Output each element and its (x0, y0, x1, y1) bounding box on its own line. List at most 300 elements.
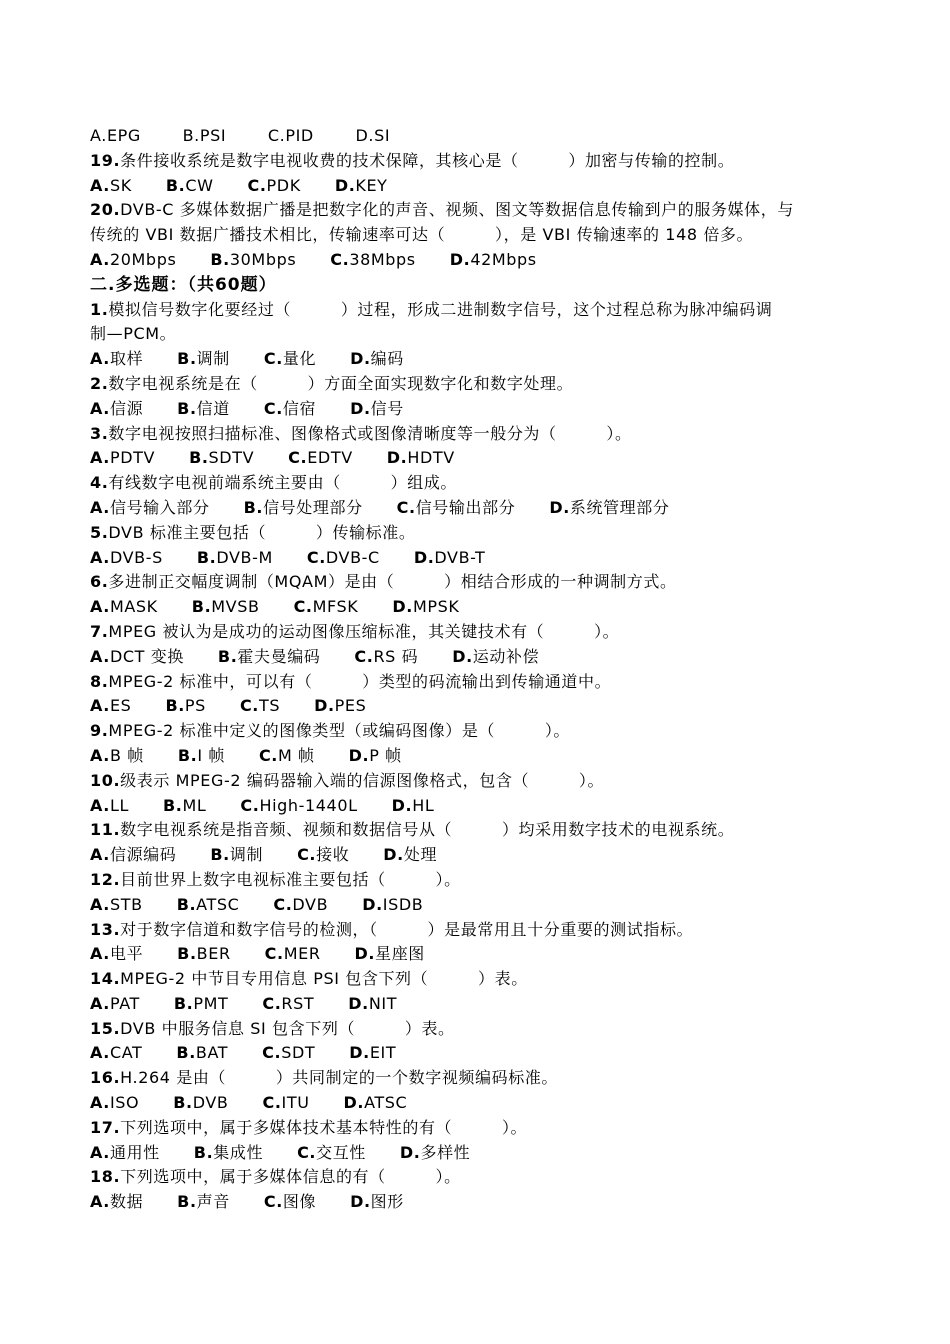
option-letter: B. (193, 1142, 214, 1162)
option (90, 744, 144, 769)
question-text: 下列选项中，属于多媒体技术基本特性的有（ ）。 (120, 1117, 528, 1137)
option-letter: D. (350, 1192, 371, 1212)
option (344, 1091, 408, 1116)
option-text: 30Mbps (229, 249, 297, 269)
option-text: 信号 (370, 398, 404, 418)
question-text: 条件接收系统是数字电视收费的技术保障，其核心是（ ）加密与传输的控制。 (120, 150, 735, 170)
option (297, 843, 349, 868)
option (90, 347, 143, 372)
option (397, 496, 516, 521)
option-letter: D. (399, 1142, 421, 1162)
question-number: 6. (90, 572, 109, 592)
option (163, 794, 206, 819)
question-line (90, 719, 870, 744)
option-text: HDTV (407, 448, 455, 468)
option (90, 248, 176, 273)
option (297, 1141, 366, 1166)
option-letter: A. (90, 1192, 110, 1212)
option-text: 处理 (403, 845, 438, 865)
option (262, 1041, 315, 1066)
option-text: 交互性 (316, 1142, 366, 1162)
option-letter: C. (354, 646, 374, 666)
options-line (90, 893, 870, 918)
option (330, 248, 415, 273)
option (450, 248, 537, 273)
option (265, 942, 321, 967)
option (354, 645, 418, 670)
option-letter: D. (349, 1043, 370, 1063)
question-text: MPEG 被认为是成功的运动图像压缩标准，其关键技术有（ ）。 (108, 621, 620, 641)
question-line (90, 570, 870, 595)
option-letter: B. (173, 993, 194, 1013)
question-number: 13. (90, 919, 121, 939)
option-text: DVB (292, 894, 329, 914)
option-text: RST (281, 993, 315, 1013)
option (240, 794, 357, 819)
option (210, 843, 263, 868)
question-number: 1. (90, 299, 109, 319)
options-line (90, 1041, 870, 1066)
option-letter: D. (383, 845, 404, 865)
question-text: DVB 标准主要包括（ ）传输标准。 (108, 522, 416, 542)
option (194, 1141, 263, 1166)
option-letter: C. (297, 845, 317, 865)
option-text: PDTV (109, 448, 156, 468)
option-letter: D. (334, 175, 356, 195)
options-line (90, 397, 870, 422)
option-letter: B. (165, 175, 186, 195)
question-text: 制—PCM。 (90, 324, 177, 344)
question-line (90, 967, 870, 992)
option-letter: C. (288, 448, 308, 468)
question-list (90, 124, 870, 1215)
option-letter: C. (293, 597, 313, 617)
option (288, 446, 353, 471)
option-letter: C. (263, 349, 283, 369)
option-text: 系统管理部分 (569, 497, 670, 517)
question-number: 18. (90, 1167, 121, 1187)
option-text: 图形 (370, 1192, 404, 1212)
option-letter: B. (196, 547, 217, 567)
option (90, 942, 143, 967)
options-line (90, 794, 870, 819)
option-letter: C. (273, 894, 293, 914)
option-letter: A. (90, 547, 110, 567)
option-text: ISDB (382, 894, 424, 914)
option-text: DVB-M (216, 547, 273, 567)
question-number: 14. (90, 969, 121, 989)
option-letter: C. (247, 175, 267, 195)
options-line (90, 744, 870, 769)
option (273, 893, 328, 918)
question-number: 8. (90, 671, 109, 691)
question-line (90, 1066, 870, 1091)
option (177, 347, 230, 372)
option-letter: C. (258, 745, 278, 765)
option-letter: D. (391, 795, 413, 815)
option-letter: A. (90, 646, 110, 666)
option-letter: C. (330, 249, 350, 269)
option-text: TS (258, 696, 281, 716)
option-letter: A. (90, 894, 110, 914)
option-letter: A. (90, 944, 110, 964)
option-text: DVB-S (109, 547, 163, 567)
option-letter: A. (90, 745, 110, 765)
option-text: MFSK (312, 597, 359, 617)
question-line (90, 521, 870, 546)
option-text: MPSK (412, 597, 460, 617)
option (307, 546, 380, 571)
option-text: 运动补偿 (472, 646, 540, 666)
option-text: 信源 (109, 398, 144, 418)
option (262, 992, 314, 1017)
option-letter: B. (191, 597, 212, 617)
option-text: EIT (369, 1043, 397, 1063)
option-letter: B. (176, 894, 197, 914)
option (414, 546, 486, 571)
options-line (90, 645, 870, 670)
option-letter: B. (165, 696, 185, 716)
option-letter: D. (314, 696, 335, 716)
option (210, 248, 296, 273)
options-line (90, 248, 870, 273)
option-letter: B. (173, 1093, 193, 1113)
option (348, 992, 397, 1017)
option (165, 694, 206, 719)
option-letter: B. (177, 944, 197, 964)
option (177, 1190, 230, 1215)
question-text: 下列选项中，属于多媒体信息的有（ ）。 (120, 1167, 461, 1187)
option-letter: B. (177, 398, 197, 418)
option-text: B 帧 (109, 745, 144, 765)
option (189, 446, 254, 471)
options-line (90, 446, 870, 471)
option-text: 信道 (196, 398, 230, 418)
question-text: 数字电视系统是指音频、视频和数据信号从（ ）均采用数字技术的电视系统。 (120, 820, 735, 840)
question-text: 对于数字信道和数字信号的检测，（ ）是最常用且十分重要的测试指标。 (120, 919, 694, 939)
option-letter: D. (386, 448, 408, 468)
option (90, 496, 210, 521)
option-letter: B. (176, 1043, 196, 1063)
option (264, 1190, 316, 1215)
question-number: 20. (90, 200, 121, 220)
option (383, 843, 437, 868)
option (173, 1091, 228, 1116)
option-letter: D. (452, 646, 473, 666)
option-text: BER (196, 944, 231, 964)
option-letter: A. (90, 1093, 110, 1113)
option (177, 397, 230, 422)
question-line (90, 1017, 870, 1042)
option (90, 1190, 143, 1215)
section-title: 二.多选题：（共60题） (90, 274, 277, 295)
question-line (90, 1165, 870, 1190)
option-text: EDTV (307, 448, 353, 468)
option-text: 调制 (229, 845, 264, 865)
option-letter: B. (163, 795, 183, 815)
option-text: M 帧 (277, 745, 315, 765)
option-text: DVB-T (434, 547, 486, 567)
question-text: 模拟信号数字化要经过（ ）过程，形成二进制数字信号，这个过程总称为脉冲编码调 (108, 299, 773, 319)
option (166, 174, 214, 199)
question-text: 级表示 MPEG-2 编码器输入端的信源图像格式，包含（ ）。 (120, 770, 605, 790)
option-text: PAT (109, 993, 140, 1013)
question-line (90, 620, 870, 645)
option-text: 信号处理部分 (263, 497, 363, 517)
option-letter: A. (90, 1043, 110, 1063)
question-text: DVB 中服务信息 SI 包含下列（ ）表。 (120, 1018, 455, 1038)
option (218, 645, 321, 670)
option-text: 20Mbps (109, 249, 177, 269)
option-letter: B. (243, 497, 264, 517)
option-text: SDT (281, 1043, 316, 1063)
option-text: 42Mbps (470, 249, 537, 269)
question-continuation (90, 322, 870, 347)
option (355, 942, 425, 967)
option-text: MASK (109, 597, 158, 617)
question-text: MPEG-2 中节目专用信息 PSI 包含下列（ ）表。 (120, 969, 528, 989)
option (248, 174, 301, 199)
option-text: 调制 (196, 349, 230, 369)
question-text: MPEG-2 标准中，可以有（ ）类型的码流输出到传输通道中。 (108, 671, 612, 691)
option-text: NIT (368, 993, 398, 1013)
option-text: 信宿 (282, 398, 317, 418)
option-text: 取样 (109, 349, 144, 369)
option-text: 接收 (316, 845, 350, 865)
option-letter: A. (90, 597, 110, 617)
question-number: 2. (90, 373, 109, 393)
options-line (90, 124, 870, 149)
option-text: High-1440L (259, 795, 358, 815)
question-line (90, 471, 870, 496)
option-letter: C. (297, 1142, 317, 1162)
question-text: 多进制正交幅度调制（MQAM）是由（ ）相结合形成的一种调制方式。 (108, 572, 677, 592)
options-line (90, 595, 870, 620)
option-letter: D. (392, 597, 413, 617)
option-letter: B. (217, 646, 238, 666)
option-text: 声音 (196, 1192, 230, 1212)
option-text: CAT (109, 1043, 143, 1063)
option (264, 347, 316, 372)
question-number: 19. (90, 150, 121, 170)
option-text: 信源编码 (109, 845, 177, 865)
option-text: 电平 (109, 944, 144, 964)
option (314, 694, 366, 719)
option-letter: A. (90, 448, 110, 468)
question-number: 7. (90, 621, 109, 641)
option-text: HL (412, 795, 435, 815)
question-number: 12. (90, 869, 121, 889)
option-text: 集成性 (213, 1142, 264, 1162)
option-text: DVB-C (325, 547, 380, 567)
option (392, 794, 435, 819)
option-letter: B. (177, 349, 197, 369)
option-text: STB (109, 894, 143, 914)
option (240, 694, 280, 719)
option-letter: C. (264, 944, 284, 964)
option-letter: D. (350, 349, 371, 369)
question-number: 15. (90, 1018, 121, 1038)
options-line (90, 546, 870, 571)
option-text: SK (109, 175, 132, 195)
option (178, 744, 225, 769)
option (90, 174, 132, 199)
options-line (90, 992, 870, 1017)
option-letter: D. (343, 1093, 365, 1113)
option-text: PMT (193, 993, 229, 1013)
option (90, 397, 143, 422)
option-text: 信号输入部分 (109, 497, 210, 517)
option-text: 38Mbps (349, 249, 416, 269)
option (244, 496, 363, 521)
question-text: DVB-C 多媒体数据广播是把数字化的声音、视频、图文等数据信息传输到户的服务媒体，与 (120, 200, 794, 220)
option (176, 1041, 228, 1066)
options-line (90, 843, 870, 868)
option-letter: A. (90, 845, 110, 865)
option (387, 446, 455, 471)
option (90, 1141, 160, 1166)
option (350, 397, 404, 422)
option-text: I 帧 (197, 745, 225, 765)
option-letter: D. (362, 894, 383, 914)
option-text: 数据 (109, 1192, 144, 1212)
option-text: 编码 (370, 349, 404, 369)
question-text: 数字电视系统是在（ ）方面全面实现数字化和数字处理。 (108, 373, 574, 393)
option (349, 744, 402, 769)
option-letter: A. (90, 795, 110, 815)
option-letter: A. (90, 1142, 110, 1162)
option (197, 546, 273, 571)
option-letter: A. (90, 993, 110, 1013)
option-letter: A. (90, 349, 110, 369)
option: A.EPG (90, 126, 141, 145)
option (90, 794, 129, 819)
question-line (90, 818, 870, 843)
options-line (90, 694, 870, 719)
option-text: DVB (192, 1093, 229, 1113)
option-letter: A. (90, 497, 110, 517)
option-letter: C. (263, 1192, 283, 1212)
option (90, 843, 176, 868)
option (362, 893, 423, 918)
option (350, 347, 404, 372)
question-line (90, 372, 870, 397)
question-number: 4. (90, 473, 109, 493)
option (350, 1190, 404, 1215)
option (192, 595, 260, 620)
question-line (90, 918, 870, 943)
options-line (90, 942, 870, 967)
option-letter: D. (348, 993, 369, 1013)
question-number: 5. (90, 522, 109, 542)
option-text: PS (184, 696, 206, 716)
question-text: 目前世界上数字电视标准主要包括（ ）。 (120, 869, 461, 889)
option: C.PID (267, 126, 314, 145)
option-letter: A. (90, 398, 110, 418)
question-text: 传统的 VBI 数据广播技术相比，传输速率可达（ ），是 VBI 传输速率的 148 倍多。 (90, 225, 754, 245)
option-letter: C. (306, 547, 326, 567)
option-text: MVSB (211, 597, 260, 617)
option-text: 星座图 (375, 944, 425, 964)
option-letter: D. (354, 944, 376, 964)
option (264, 397, 316, 422)
option (90, 645, 184, 670)
option (90, 1041, 142, 1066)
option (174, 992, 229, 1017)
option-text: 量化 (282, 349, 317, 369)
options-line (90, 1091, 870, 1116)
option-letter: C. (262, 993, 282, 1013)
option-letter: D. (348, 745, 370, 765)
question-line (90, 298, 870, 323)
option: B.PSI (182, 126, 227, 145)
option (335, 174, 388, 199)
option-text: 多样性 (420, 1142, 471, 1162)
option-letter: B. (177, 1192, 197, 1212)
option (177, 942, 231, 967)
option-letter: B. (210, 249, 230, 269)
option-letter: D. (350, 398, 371, 418)
option-text: SDTV (208, 448, 255, 468)
option (263, 1091, 310, 1116)
option-text: ATSC (364, 1093, 408, 1113)
question-text: MPEG-2 标准中定义的图像类型（或编码图像）是（ ）。 (108, 721, 571, 741)
option-text: ATSC (196, 894, 240, 914)
question-text: H.264 是由（ ）共同制定的一个数字视频编码标准。 (120, 1068, 559, 1088)
option-letter: C. (263, 398, 283, 418)
option-text: PES (334, 696, 367, 716)
option-text: LL (109, 795, 129, 815)
option-letter: B. (177, 745, 198, 765)
option-text: 图像 (282, 1192, 317, 1212)
option (90, 446, 155, 471)
question-number: 17. (90, 1117, 121, 1137)
option-letter: C. (262, 1093, 282, 1113)
option-text: BAT (195, 1043, 229, 1063)
option-text: P 帧 (369, 745, 402, 765)
options-line (90, 1190, 870, 1215)
option-text: PDK (266, 175, 301, 195)
question-line (90, 422, 870, 447)
options-line (90, 347, 870, 372)
option: D.SI (355, 126, 391, 145)
option (90, 1091, 139, 1116)
option-text: KEY (355, 175, 388, 195)
option-text: 通用性 (109, 1142, 160, 1162)
option-text: ITU (281, 1093, 310, 1113)
question-line (90, 868, 870, 893)
option (549, 496, 669, 521)
question-line (90, 769, 870, 794)
option (400, 1141, 470, 1166)
question-text: 数字电视按照扫描标准、图像格式或图像清晰度等一般分为（ ）。 (108, 423, 632, 443)
option-letter: A. (90, 696, 110, 716)
options-line (90, 496, 870, 521)
question-number: 3. (90, 423, 109, 443)
option (349, 1041, 396, 1066)
option-text: DCT 变换 (109, 646, 184, 666)
option-letter: C. (262, 1043, 282, 1063)
question-number: 11. (90, 820, 121, 840)
option (294, 595, 359, 620)
option (90, 992, 140, 1017)
option-letter: B. (210, 845, 230, 865)
question-number: 9. (90, 721, 109, 741)
question-line (90, 149, 870, 174)
option-letter: C. (240, 795, 260, 815)
option-text: 信号输出部分 (415, 497, 516, 517)
options-line (90, 174, 870, 199)
